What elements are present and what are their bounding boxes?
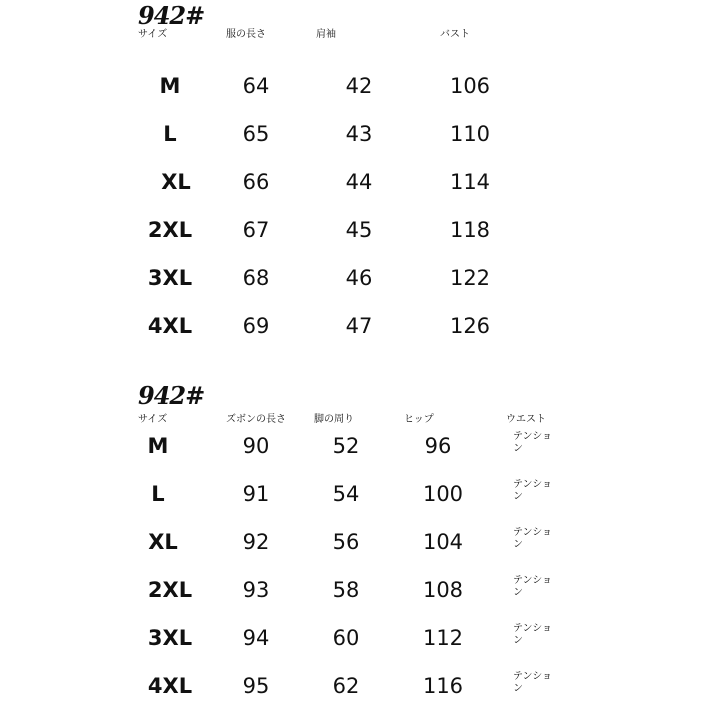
table-cell: 45 [345, 218, 373, 242]
table-cell: 64 [242, 74, 270, 98]
header-bust: バスト [440, 29, 470, 40]
table-cell: テンション [513, 479, 553, 502]
header-size: サイズ [138, 414, 168, 425]
table-cell: 126 [449, 314, 491, 338]
header-leg-circumference: 脚の周り [314, 414, 354, 425]
table-cell: M [147, 434, 169, 458]
table-cell: 4XL [147, 674, 193, 698]
table-cell: L [163, 122, 177, 146]
header-waist: ウエスト [506, 414, 546, 425]
table-cell: 58 [332, 578, 360, 602]
table-cell: 52 [332, 434, 360, 458]
table-cell: 114 [449, 170, 491, 194]
table-cell: 91 [242, 482, 270, 506]
table-cell: テンション [513, 575, 553, 598]
header-garment-length: 服の長さ [226, 29, 266, 40]
table-cell: 67 [242, 218, 270, 242]
table-cell: テンション [513, 671, 553, 694]
table-cell: 62 [332, 674, 360, 698]
header-shoulder-sleeve: 肩袖 [316, 29, 336, 40]
table-cell: M [159, 74, 181, 98]
table-cell: 92 [242, 530, 270, 554]
table-cell: 47 [345, 314, 373, 338]
table-cell: 56 [332, 530, 360, 554]
table-cell: 118 [449, 218, 491, 242]
header-hip: ヒップ [404, 414, 434, 425]
table-cell: 2XL [147, 218, 193, 242]
table-cell: 112 [422, 626, 464, 650]
table-cell: 66 [242, 170, 270, 194]
table-cell: 116 [422, 674, 464, 698]
product-code: 942# [138, 381, 205, 410]
table-cell: 94 [242, 626, 270, 650]
table-cell: 44 [345, 170, 373, 194]
table-cell: 122 [449, 266, 491, 290]
table-cell: L [151, 482, 165, 506]
table-cell: 46 [345, 266, 373, 290]
table-cell: 90 [242, 434, 270, 458]
table-cell: 4XL [147, 314, 193, 338]
table-cell: 65 [242, 122, 270, 146]
product-code: 942# [138, 1, 205, 30]
table-cell: 108 [422, 578, 464, 602]
table-cell: 60 [332, 626, 360, 650]
table-cell: 96 [424, 434, 452, 458]
table-cell: 95 [242, 674, 270, 698]
table-cell: 43 [345, 122, 373, 146]
table-cell: 68 [242, 266, 270, 290]
table-cell: 69 [242, 314, 270, 338]
table-cell: 93 [242, 578, 270, 602]
table-cell: 3XL [147, 266, 193, 290]
table-cell: XL [148, 530, 178, 554]
table-cell: テンション [513, 623, 553, 646]
table-cell: 3XL [147, 626, 193, 650]
table-cell: XL [161, 170, 191, 194]
table-cell: 2XL [147, 578, 193, 602]
table-cell: 42 [345, 74, 373, 98]
table-cell: 106 [449, 74, 491, 98]
table-cell: 110 [449, 122, 491, 146]
header-size: サイズ [138, 29, 168, 40]
table-cell: 54 [332, 482, 360, 506]
header-pants-length: ズボンの長さ [226, 414, 286, 425]
table-cell: 100 [422, 482, 464, 506]
table-cell: テンション [513, 431, 553, 454]
table-cell: テンション [513, 527, 553, 550]
table-cell: 104 [422, 530, 464, 554]
